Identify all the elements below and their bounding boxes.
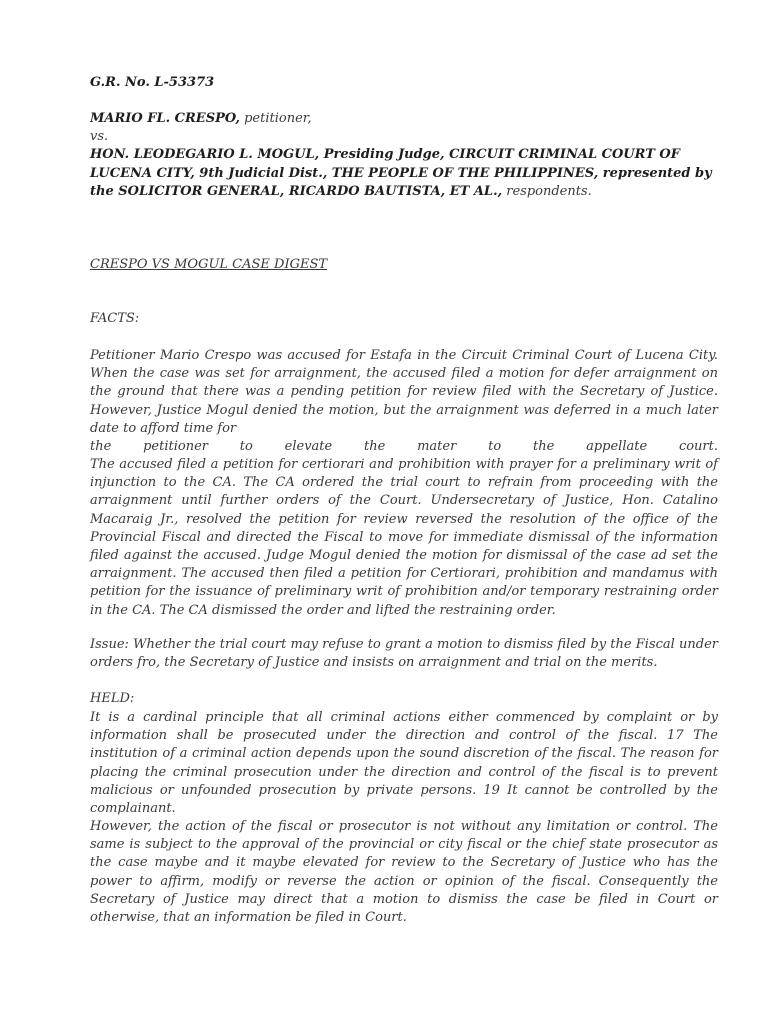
respondents-names: HON. LEODEGARIO L. MOGUL, Presiding Judge, CIRCUIT CRIMINAL COURT OF LUCENA CITY, 9th Judicial Dist., THE PEOPLE OF THE PHILIPPINES, represented by the SOLICITOR GENERAL, RICARDO BAUTISTA, ET AL., [90,147,712,199]
versus-label: vs. [90,129,109,145]
held-paragraph-2: However, the action of the fiscal or prosecutor is not without any limitation or control. The same is subject to the approval of the provincial or city fiscal or the chief state prosecutor as the case maybe and it maybe elevated for review to the Secretary of Justice who has the power to affirm, modify or reverse the action or opinion of the fiscal. Consequently the Secretary of Justice may direct that a motion to dismiss the case be filed in Court or otherwise, that an information be filed in Court. [90,819,718,926]
held-paragraph-1: It is a cardinal principle that all criminal actions either commenced by complaint or by information shall be prosecuted under the direction and control of the fiscal. 17 The institution of a criminal action depends upon the sound discretion of the fiscal. The reason for placing the criminal prosecution under the direction and control of the fiscal is to prevent malicious or unfounded prosecution by private persons. 19 It cannot be controlled by the complainant. [90,710,718,817]
respondents-role: respondents. [502,183,592,199]
petitioner-role: petitioner, [239,111,312,126]
petitioner-line [90,110,718,128]
facts-heading: FACTS: [90,311,140,326]
case-parties [90,110,718,201]
gr-number: G.R. No. L-53373 [90,75,215,90]
respondents-line [90,146,718,201]
held-heading: HELD: [90,691,135,706]
facts-paragraph-2: The accused filed a petition for certiorari and prohibition with prayer for a preliminary writ of injunction to the CA. The CA ordered the trial court to refrain from proceeding with the arraignment until further orders of the Court. Undersecretary of Justice, Hon. Catalino Macaraig Jr., resolved the petition for review reversed the resolution of the office of the Provincial Fiscal and directed the Fiscal to move for immediate dismissal of the information filed against the accused. Judge Mogul denied the motion for dismissal of the case ad set the arraignment. The accused then filed a petition for Certiorari, prohibition and mandamus with petition for the issuance of preliminary writ of prohibition and/or temporary restraining order in the CA. The CA dismissed the order and lifted the restraining order. [90,457,718,618]
facts-paragraph-1-last-line: the petitioner to elevate the mater to the appellate court. [90,439,718,455]
petitioner-name: MARIO FL. CRESPO, [90,111,240,126]
issue-paragraph: Issue: Whether the trial court may refuse to grant a motion to dismiss filed by the Fiscal under orders fro, the Secretary of Justice and insists on arraignment and trial on the merits. [90,637,718,671]
facts-paragraph-1 [90,347,718,456]
digest-title: CRESPO VS MOGUL CASE DIGEST [90,257,328,272]
facts-paragraph-1-body: Petitioner Mario Crespo was accused for Estafa in the Circuit Criminal Court of Lucena City. When the case was set for arraignment, the accused filed a motion for defer arraignment on the ground that there was a pending petition for review filed with the Secretary of Justice. However, Justice Mogul denied the motion, but the arraignment was deferred in a much later date to afford time for [90,348,718,436]
